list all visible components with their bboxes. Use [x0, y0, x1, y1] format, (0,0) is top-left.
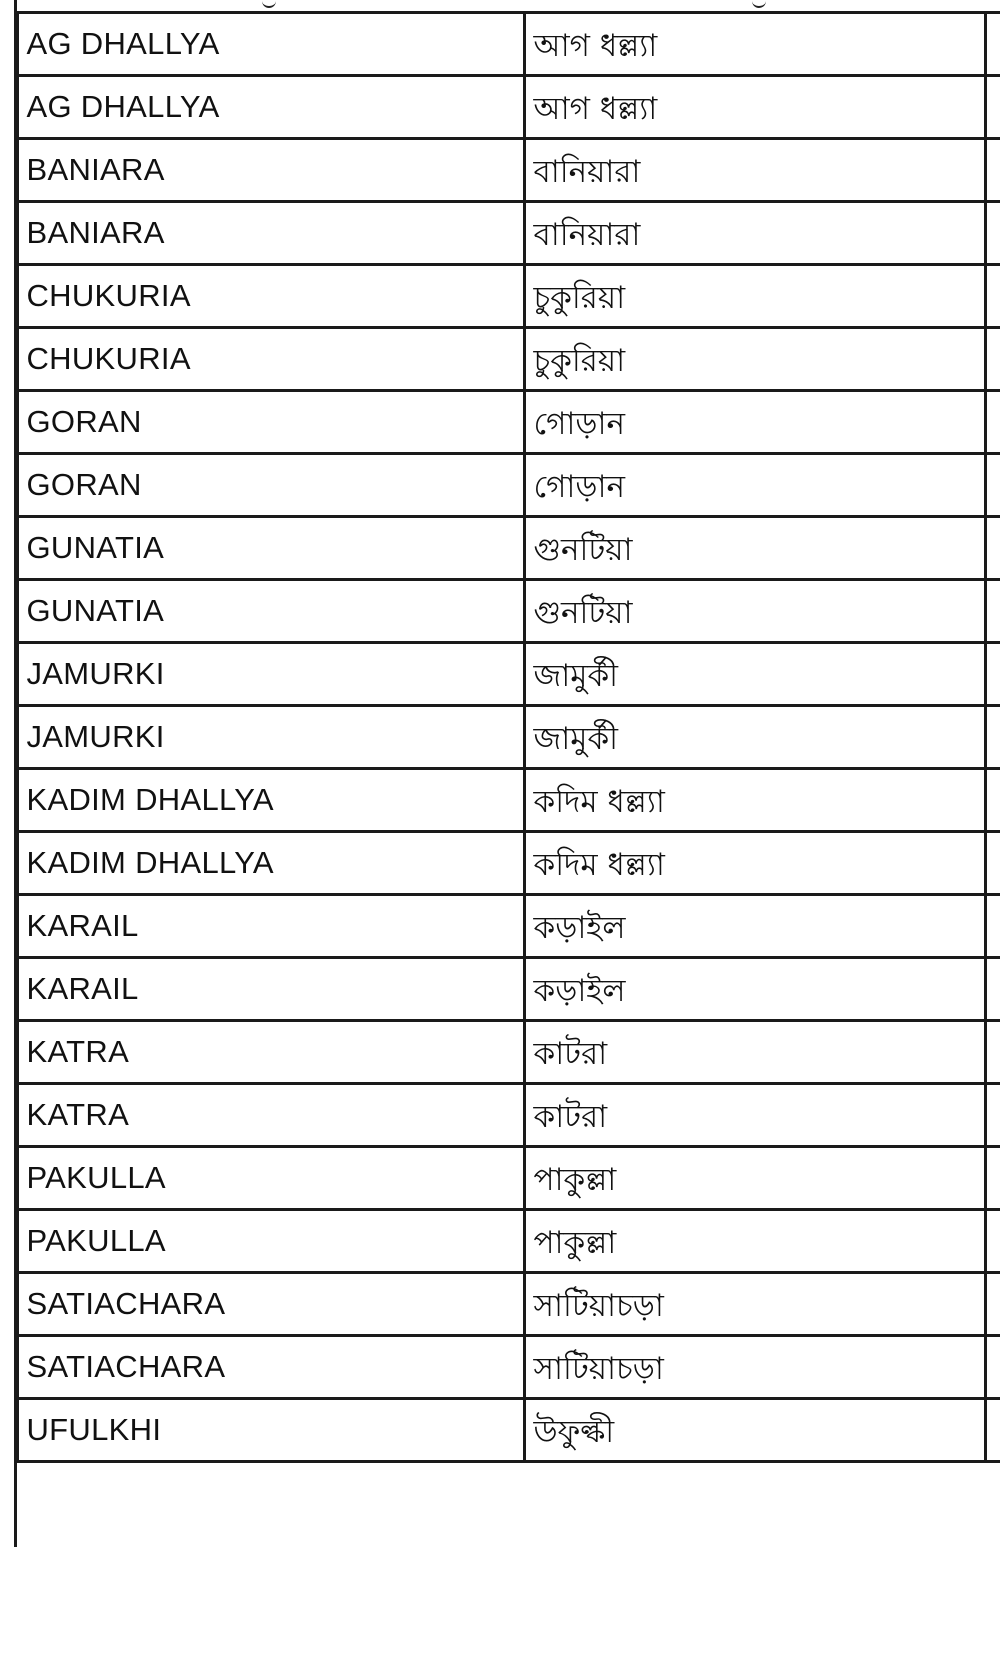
bengali-name-cell: পাকুল্লা	[524, 1210, 985, 1273]
english-name-cell: KADIM DHALLYA	[17, 769, 524, 832]
english-name-cell: BANIARA	[17, 139, 524, 202]
english-name-cell: CHUKURIA	[17, 265, 524, 328]
bengali-name-cell: গুনটিয়া	[524, 517, 985, 580]
row-right-edge-cell	[985, 1273, 1000, 1336]
clipped-glyph-left	[262, 0, 276, 8]
english-name-cell: KADIM DHALLYA	[17, 832, 524, 895]
row-left-edge-cell	[0, 517, 17, 580]
row-right-edge-cell	[985, 643, 1000, 706]
bengali-name-cell: কড়াইল	[524, 958, 985, 1021]
bengali-name-cell: কাটরা	[524, 1021, 985, 1084]
table-row	[0, 265, 1000, 328]
bengali-name-cell: চুকুরিয়া	[524, 265, 985, 328]
row-left-edge-cell	[0, 328, 17, 391]
table-row	[0, 202, 1000, 265]
row-left-edge-cell	[0, 1336, 17, 1399]
bengali-name-cell: সাটিয়াচড়া	[524, 1336, 985, 1399]
row-right-edge-cell	[985, 580, 1000, 643]
english-name-cell: KATRA	[17, 1021, 524, 1084]
row-left-edge-cell	[0, 832, 17, 895]
table-row	[0, 517, 1000, 580]
english-name-cell: PAKULLA	[17, 1210, 524, 1273]
english-name-cell: UFULKHI	[17, 1399, 524, 1462]
row-left-edge-cell	[0, 139, 17, 202]
row-left-edge-cell	[0, 895, 17, 958]
row-right-edge-cell	[985, 1147, 1000, 1210]
english-name-cell: GORAN	[17, 454, 524, 517]
row-right-edge-cell	[985, 391, 1000, 454]
table-row	[0, 1210, 1000, 1273]
english-name-cell: AG DHALLYA	[17, 13, 524, 76]
table-row	[0, 139, 1000, 202]
row-right-edge-cell	[985, 1021, 1000, 1084]
row-right-edge-cell	[985, 265, 1000, 328]
bengali-name-cell: আগ ধল্ল্যা	[524, 76, 985, 139]
bengali-name-cell: গুনটিয়া	[524, 580, 985, 643]
table-row	[0, 1147, 1000, 1210]
english-name-cell: BANIARA	[17, 202, 524, 265]
row-left-edge-cell	[0, 643, 17, 706]
bengali-name-cell: কদিম ধল্ল্যা	[524, 832, 985, 895]
bengali-name-cell: জামুর্কী	[524, 706, 985, 769]
row-left-edge-cell	[0, 76, 17, 139]
table-row	[0, 328, 1000, 391]
row-right-edge-cell	[985, 517, 1000, 580]
english-name-cell: KARAIL	[17, 958, 524, 1021]
english-name-cell: KARAIL	[17, 895, 524, 958]
place-name-table	[0, 11, 1000, 1463]
row-right-edge-cell	[985, 13, 1000, 76]
row-right-edge-cell	[985, 706, 1000, 769]
table-row	[0, 391, 1000, 454]
row-right-edge-cell	[985, 76, 1000, 139]
row-right-edge-cell	[985, 1399, 1000, 1462]
table-row	[0, 76, 1000, 139]
row-left-edge-cell	[0, 958, 17, 1021]
table-row	[0, 895, 1000, 958]
row-right-edge-cell	[985, 1210, 1000, 1273]
row-left-edge-cell	[0, 1399, 17, 1462]
english-name-cell: KATRA	[17, 1084, 524, 1147]
english-name-cell: JAMURKI	[17, 706, 524, 769]
table-row	[0, 706, 1000, 769]
bengali-name-cell: বানিয়ারা	[524, 202, 985, 265]
table-row	[0, 454, 1000, 517]
row-left-edge-cell	[0, 454, 17, 517]
table-row	[0, 1399, 1000, 1462]
table-row	[0, 13, 1000, 76]
english-name-cell: GUNATIA	[17, 580, 524, 643]
row-left-edge-cell	[0, 1147, 17, 1210]
table-row	[0, 958, 1000, 1021]
row-left-edge-cell	[0, 706, 17, 769]
bengali-name-cell: জামুর্কী	[524, 643, 985, 706]
english-name-cell: SATIACHARA	[17, 1336, 524, 1399]
row-left-edge-cell	[0, 202, 17, 265]
table-row	[0, 1084, 1000, 1147]
bengali-name-cell: কড়াইল	[524, 895, 985, 958]
row-right-edge-cell	[985, 328, 1000, 391]
table-body	[0, 13, 1000, 1462]
table-row	[0, 1273, 1000, 1336]
english-name-cell: GORAN	[17, 391, 524, 454]
bengali-name-cell: কাটরা	[524, 1084, 985, 1147]
bengali-name-cell: চুকুরিয়া	[524, 328, 985, 391]
bengali-name-cell: পাকুল্লা	[524, 1147, 985, 1210]
table-row	[0, 643, 1000, 706]
english-name-cell: SATIACHARA	[17, 1273, 524, 1336]
english-name-cell: CHUKURIA	[17, 328, 524, 391]
row-right-edge-cell	[985, 1336, 1000, 1399]
row-right-edge-cell	[985, 958, 1000, 1021]
row-left-edge-cell	[0, 1021, 17, 1084]
table-row	[0, 1021, 1000, 1084]
bengali-name-cell: গোড়ান	[524, 454, 985, 517]
english-name-cell: AG DHALLYA	[17, 76, 524, 139]
row-right-edge-cell	[985, 895, 1000, 958]
english-name-cell: JAMURKI	[17, 643, 524, 706]
table-row	[0, 580, 1000, 643]
row-left-edge-cell	[0, 13, 17, 76]
table-row	[0, 1336, 1000, 1399]
bengali-name-cell: সাটিয়াচড়া	[524, 1273, 985, 1336]
clipped-glyph-right	[752, 0, 766, 8]
bengali-name-cell: কদিম ধল্ল্যা	[524, 769, 985, 832]
english-name-cell: PAKULLA	[17, 1147, 524, 1210]
row-right-edge-cell	[985, 202, 1000, 265]
bengali-name-cell: আগ ধল্ল্যা	[524, 13, 985, 76]
bengali-name-cell: উফুল্কী	[524, 1399, 985, 1462]
table-row	[0, 832, 1000, 895]
row-right-edge-cell	[985, 454, 1000, 517]
row-left-edge-cell	[0, 580, 17, 643]
table-row	[0, 769, 1000, 832]
row-left-edge-cell	[0, 1084, 17, 1147]
row-left-edge-cell	[0, 391, 17, 454]
row-right-edge-cell	[985, 139, 1000, 202]
bengali-name-cell: গোড়ান	[524, 391, 985, 454]
row-left-edge-cell	[0, 1273, 17, 1336]
row-left-edge-cell	[0, 769, 17, 832]
row-right-edge-cell	[985, 1084, 1000, 1147]
bengali-name-cell: বানিয়ারা	[524, 139, 985, 202]
row-right-edge-cell	[985, 769, 1000, 832]
row-left-edge-cell	[0, 1210, 17, 1273]
row-left-edge-cell	[0, 265, 17, 328]
english-name-cell: GUNATIA	[17, 517, 524, 580]
row-right-edge-cell	[985, 832, 1000, 895]
